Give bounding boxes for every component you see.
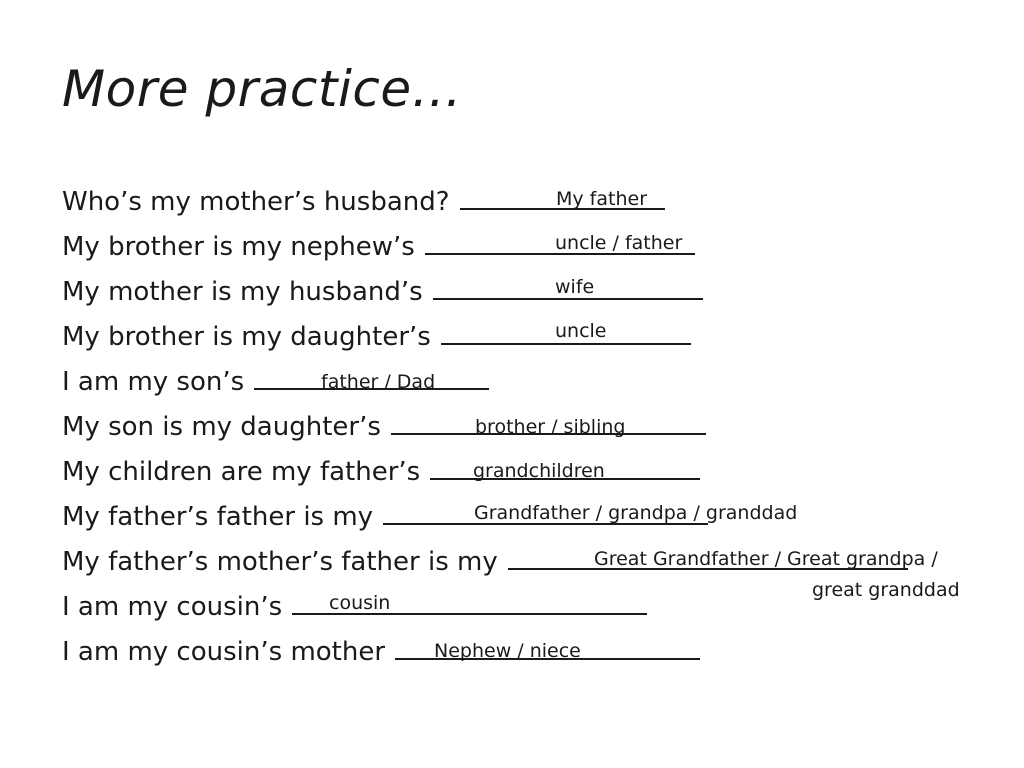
question-text: My brother is my daughter’s — [62, 322, 431, 352]
question-text: My son is my daughter’s — [62, 412, 381, 442]
answer-text: Grandfather / grandpa / granddad — [474, 502, 798, 524]
question-text: My father’s mother’s father is my — [62, 547, 498, 577]
question-line — [62, 276, 703, 307]
question-text: My mother is my husband’s — [62, 277, 423, 307]
slide-title: More practice… — [62, 60, 463, 118]
answer-text: brother / sibling — [475, 416, 626, 438]
answer-text: Nephew / niece — [434, 640, 581, 662]
question-text: I am my son’s — [62, 367, 245, 397]
question-text: My children are my father’s — [62, 457, 421, 487]
question-text: My brother is my nephew’s — [62, 232, 415, 262]
question-text: Who’s my mother’s husband? — [62, 187, 450, 217]
answer-text: father / Dad — [321, 371, 436, 393]
question-text: My father’s father is my — [62, 502, 374, 532]
answer-text: cousin — [329, 592, 391, 614]
answer-text-line2: great granddad — [812, 579, 960, 601]
answer-text-line1: Great Grandfather / Great grandpa / — [594, 548, 938, 570]
answer-text: My father — [556, 188, 648, 210]
answer-text: wife — [555, 276, 595, 298]
question-text: I am my cousin’s mother — [62, 637, 386, 667]
question-line — [62, 636, 700, 667]
question-text: I am my cousin’s — [62, 592, 283, 622]
answer-text: grandchildren — [473, 460, 605, 482]
answer-text: uncle — [555, 320, 607, 342]
answer-text: uncle / father — [555, 232, 683, 254]
